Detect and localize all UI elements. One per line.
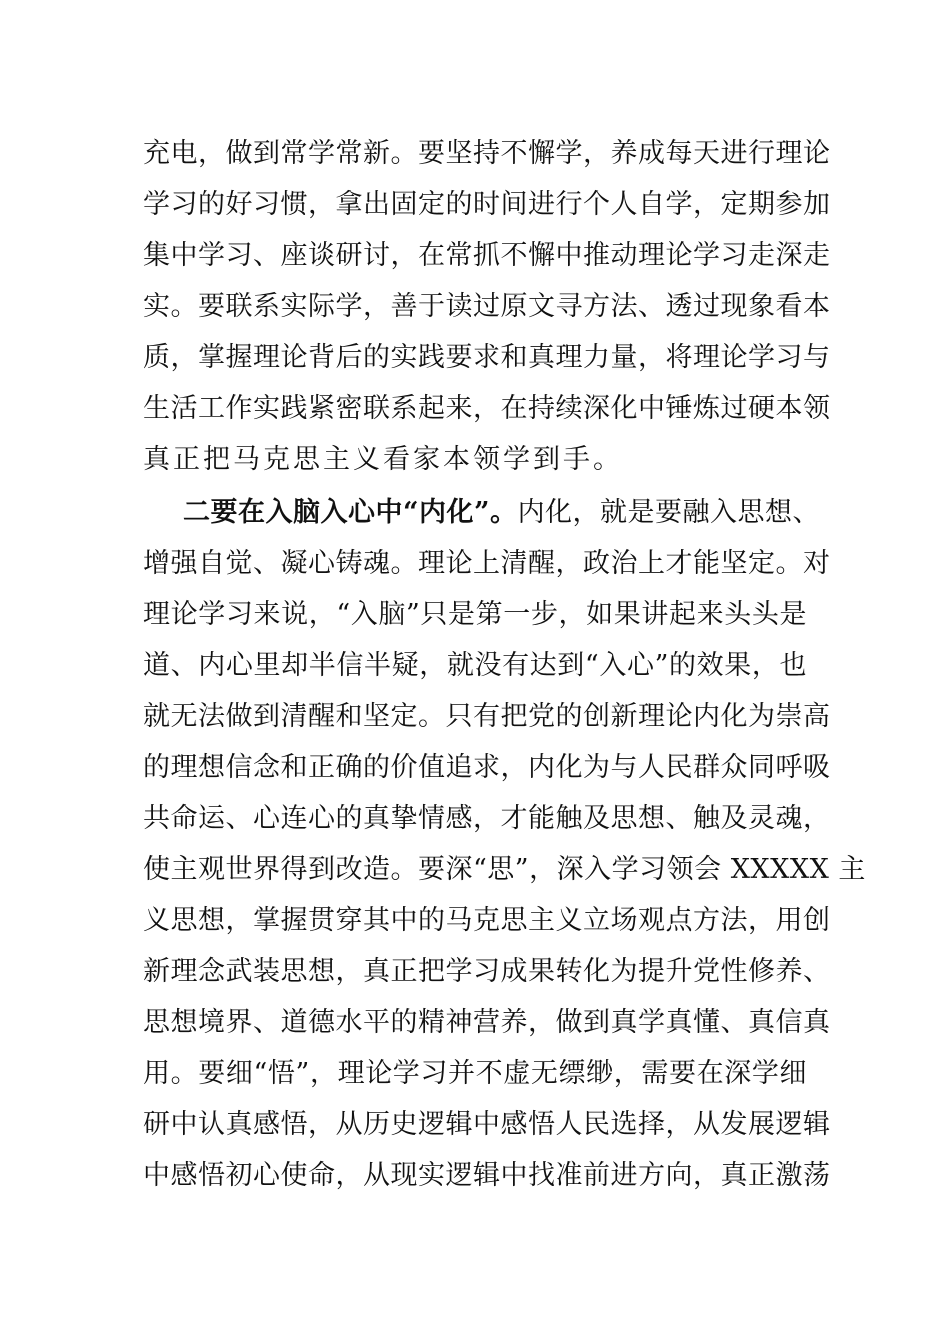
paragraph-line: 充电，做到常学常新。要坚持不懈学，养成每天进行理论 xyxy=(143,138,831,169)
paragraph-line: 思想境界、道德水平的精神营养，做到真学真懂、真信真 xyxy=(143,1007,831,1038)
paragraph-line: 使主观世界得到改造。要深“思”，深入学习领会 XXXXX 主 xyxy=(143,854,866,885)
paragraph-line: 用。要细“悟”，理论学习并不虚无缥缈，需要在深学细 xyxy=(143,1058,807,1089)
paragraph-line: 质，掌握理论背后的实践要求和真理力量，将理论学习与 xyxy=(143,342,831,373)
paragraph-line: 实。要联系实际学，善于读过原文寻方法、透过现象看本 xyxy=(143,291,831,322)
paragraph-line: 新理念武装思想，真正把学习成果转化为提升党性修养、 xyxy=(143,956,831,987)
paragraph-line: 共命运、心连心的真挚情感，才能触及思想、触及灵魂， xyxy=(143,803,831,834)
paragraph-line: 就无法做到清醒和坚定。只有把党的创新理论内化为崇高 xyxy=(143,701,831,732)
paragraph-line: 学习的好习惯，拿出固定的时间进行个人自学，定期参加 xyxy=(143,189,831,220)
paragraph-line: 增强自觉、凝心铸魂。理论上清醒，政治上才能坚定。对 xyxy=(143,548,831,579)
paragraph-line: 中感悟初心使命，从现实逻辑中找准前进方向，真正激荡 xyxy=(143,1160,831,1191)
paragraph-line: 生活工作实践紧密联系起来，在持续深化中锤炼过硬本领 xyxy=(143,393,831,424)
paragraph-line: 真正把马克思主义看家本领学到手。 xyxy=(143,444,623,475)
paragraph-line: 集中学习、座谈研讨，在常抓不懈中推动理论学习走深走 xyxy=(143,240,831,271)
paragraph-line: 的理想信念和正确的价值追求，内化为与人民群众同呼吸 xyxy=(143,752,831,783)
paragraph-line: 理论学习来说，“入脑”只是第一步，如果讲起来头头是 xyxy=(143,599,807,630)
paragraph-line: 道、内心里却半信半疑，就没有达到“入心”的效果，也 xyxy=(143,650,807,681)
paragraph-first-line xyxy=(183,493,821,533)
paragraph-line: 义思想，掌握贯穿其中的马克思主义立场观点方法，用创 xyxy=(143,905,831,936)
paragraph-line: 研中认真感悟，从历史逻辑中感悟人民选择，从发展逻辑 xyxy=(143,1109,831,1140)
paragraph-text: 内化，就是要融入思想、 xyxy=(517,497,821,528)
section-heading: 二要在入脑入心中“内化”。 xyxy=(183,497,518,528)
